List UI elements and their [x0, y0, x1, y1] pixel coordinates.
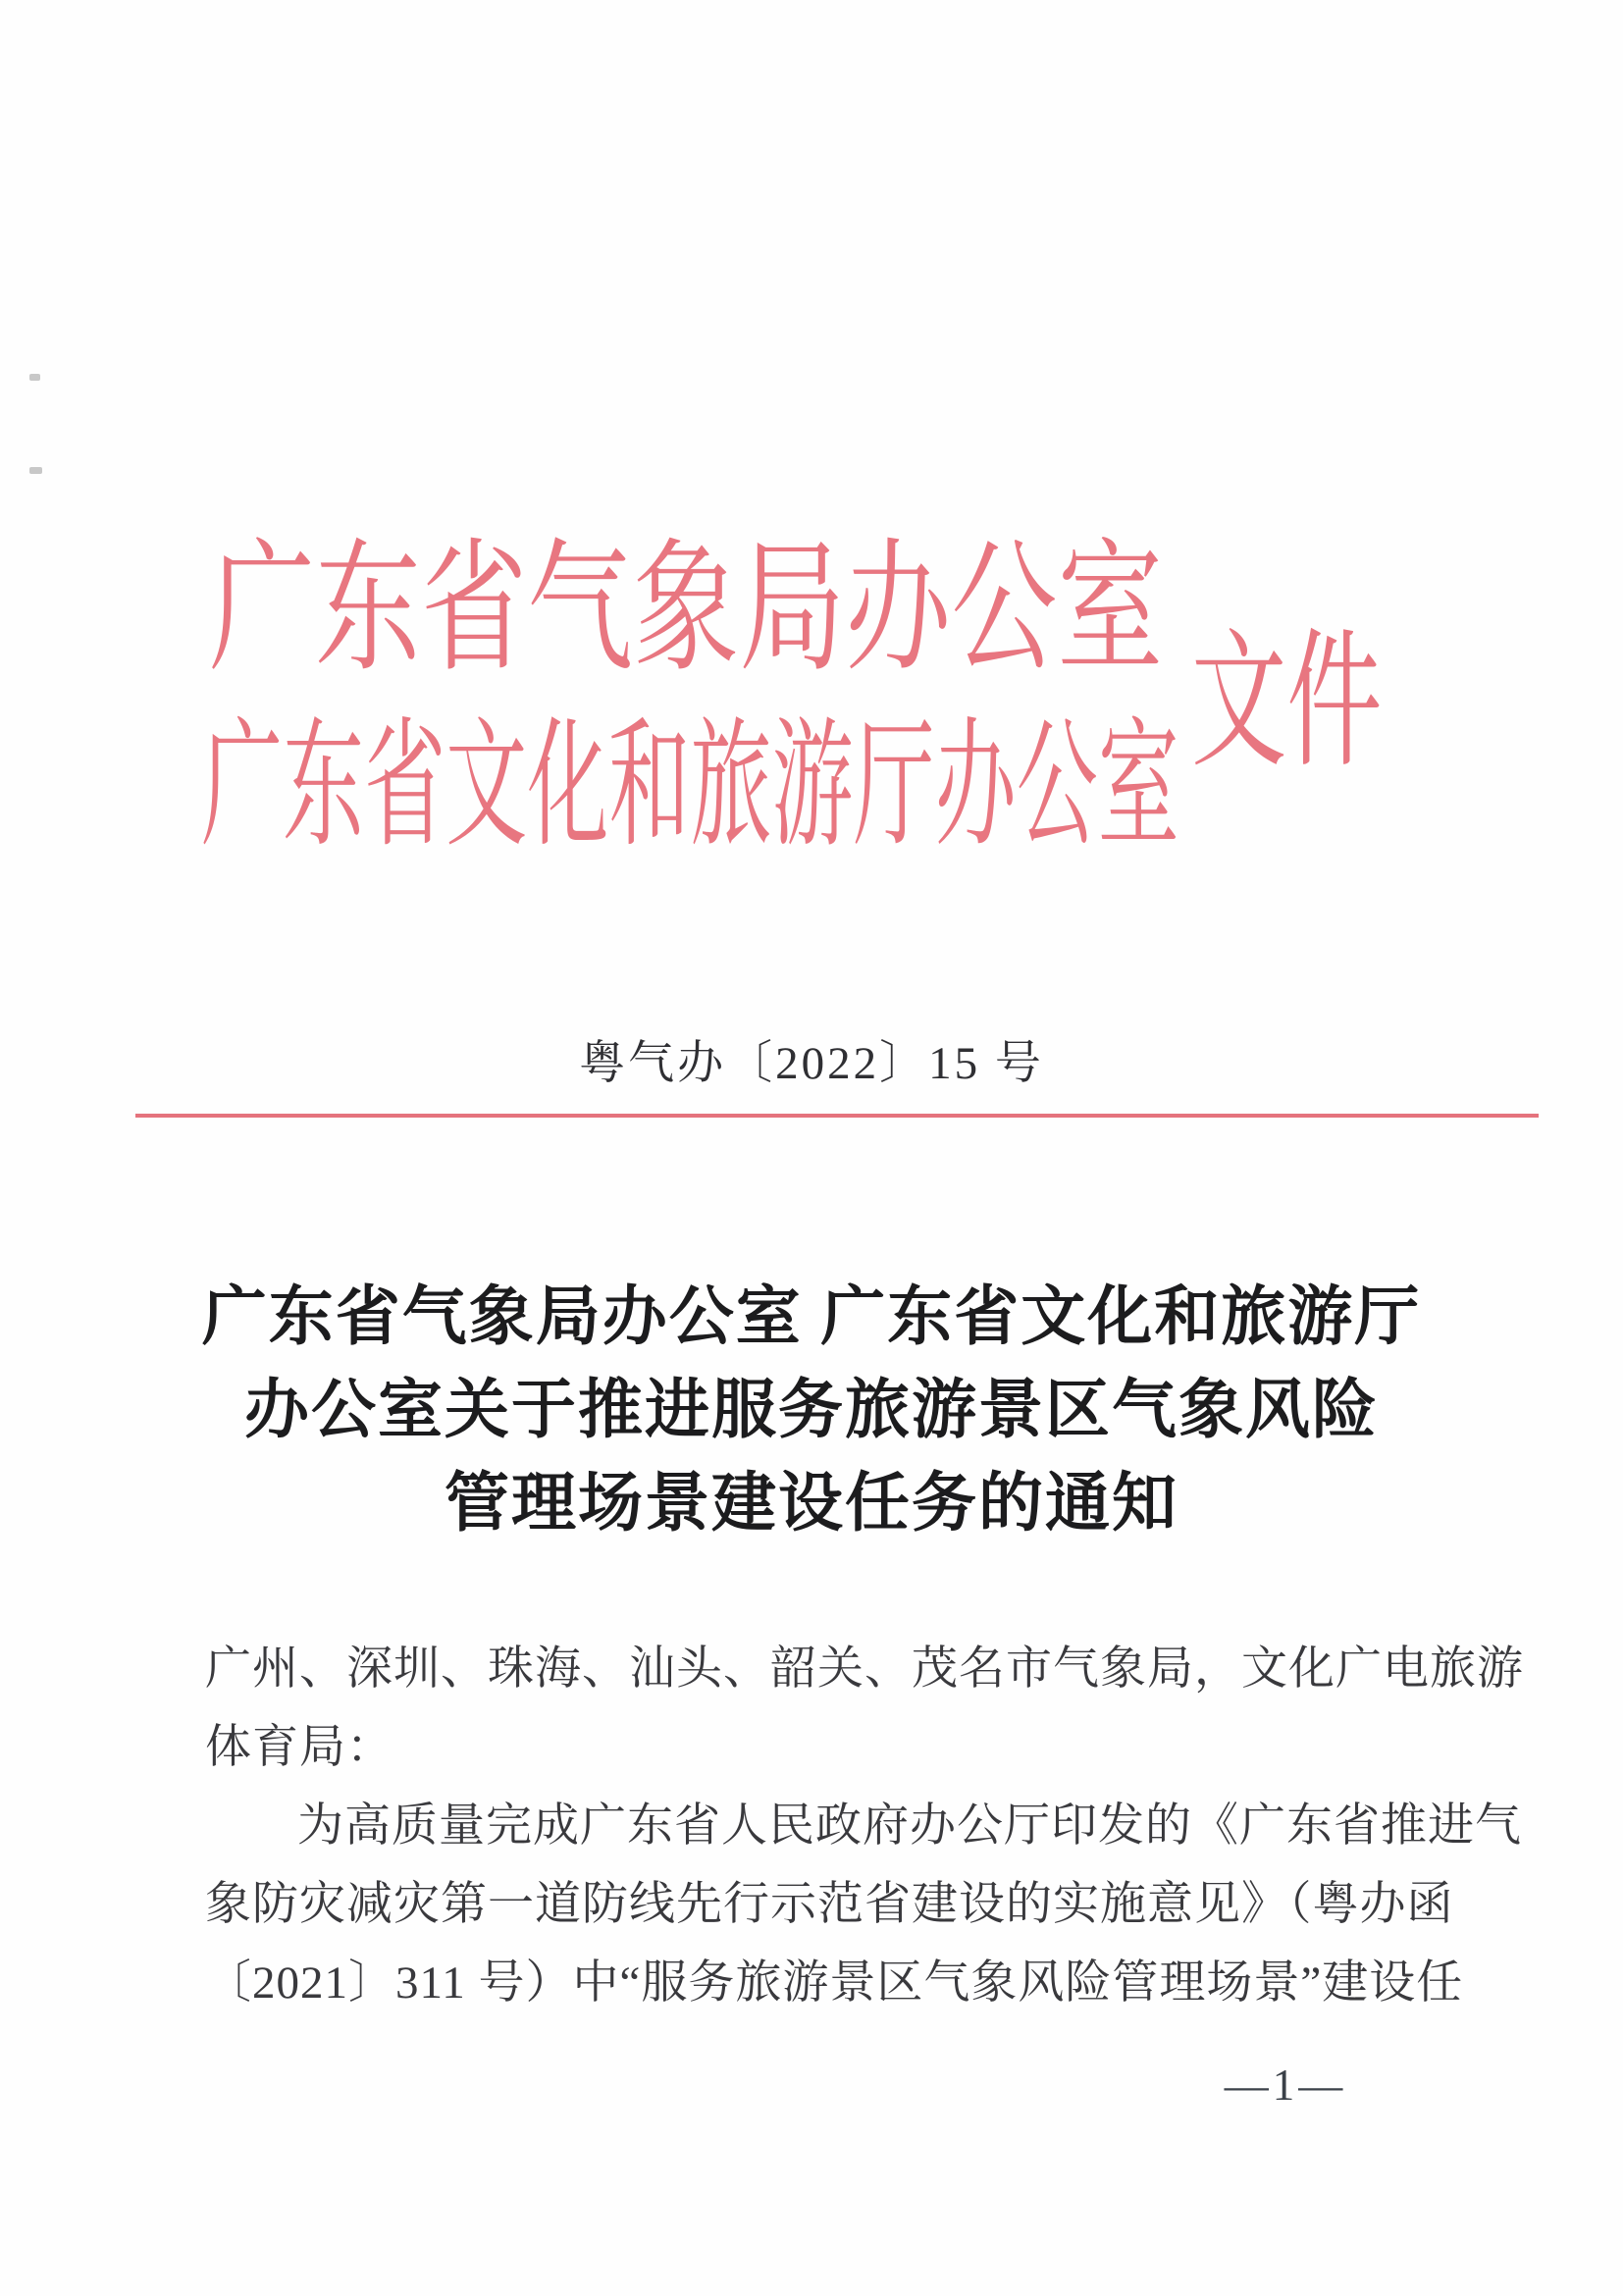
document-title	[0, 1271, 1623, 1550]
body-salutation-line1: 广州、深圳、珠海、汕头、韶关、茂名市气象局，文化广电旅游	[205, 1644, 1524, 1695]
document-body	[205, 1630, 1524, 2022]
issuer-line2-text: 广东省文化和旅游厅办公室	[201, 708, 1179, 863]
body-paragraph-line2: 象防灾减灾第一道防线先行示范省建设的实施意见》（粤办函	[205, 1879, 1454, 1930]
document-title-line2: 办公室关于推进服务旅游景区气象风险	[244, 1375, 1379, 1446]
letterhead-doc-type-label	[1191, 620, 1490, 785]
body-salutation-line2: 体育局：	[205, 1722, 393, 1773]
issuer-line1-text: 广东省气象局办公室	[209, 530, 1164, 689]
page-number: —1—	[1224, 2061, 1347, 2110]
body-paragraph-line3: 〔2021〕311 号）中“服务旅游景区气象风险管理场景”建设任	[205, 1957, 1464, 2009]
body-paragraph-line1: 为高质量完成广东省人民政府办公厅印发的《广东省推进气	[297, 1800, 1522, 1852]
reference-number: 粤气办〔2022〕15 号	[579, 1038, 1044, 1089]
document-title-line1: 广东省气象局办公室 广东省文化和旅游厅	[201, 1281, 1422, 1353]
document-title-line3: 管理场景建设任务的通知	[445, 1468, 1178, 1539]
scan-speck	[29, 374, 40, 381]
letterhead-divider-rule	[135, 1114, 1539, 1118]
doc-type-text: 文件	[1191, 620, 1383, 785]
scan-speck	[29, 467, 42, 474]
